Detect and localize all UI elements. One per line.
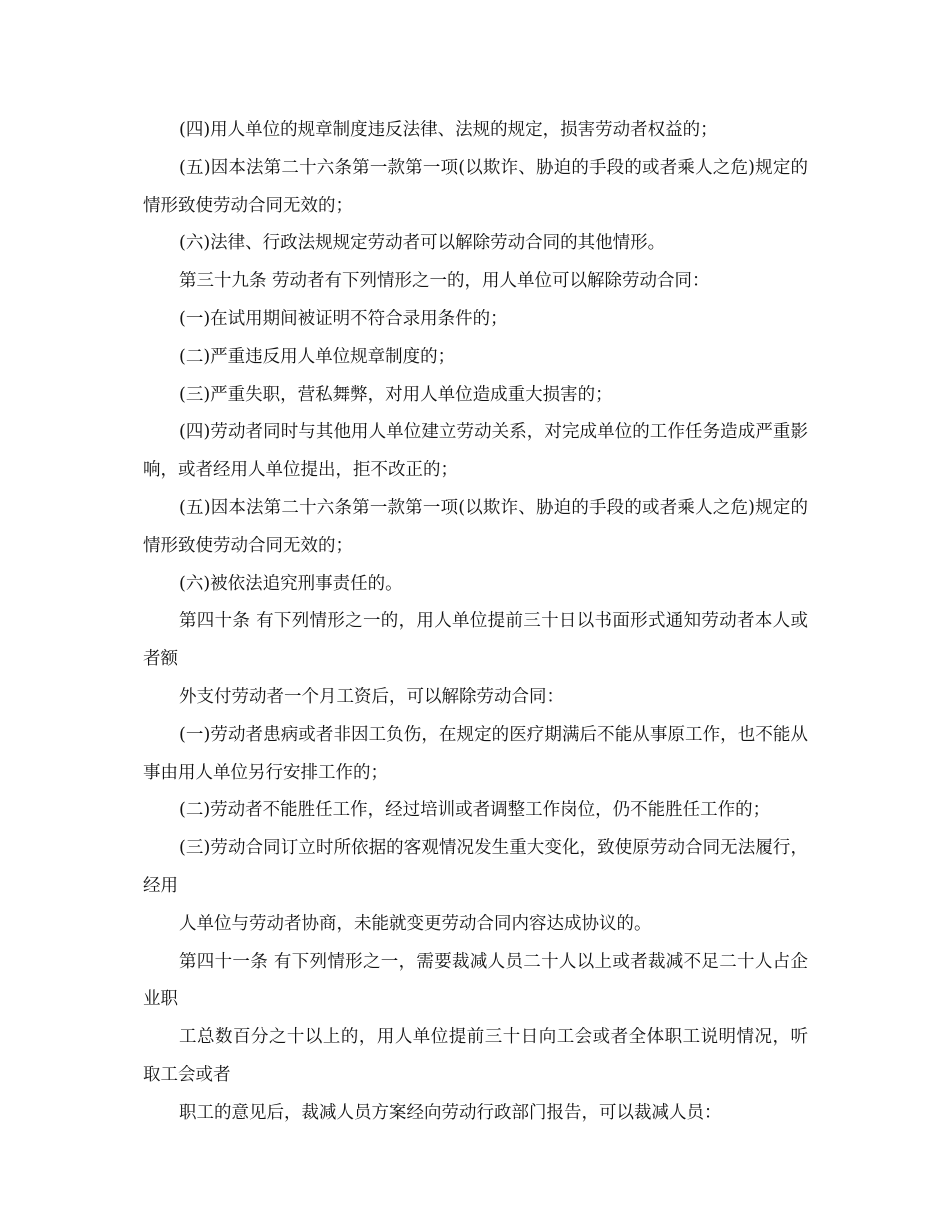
paragraph: 第四十条 有下列情形之一的，用人单位提前三十日以书面形式通知劳动者本人或者额 [143,611,808,670]
paragraph: (一)劳动者患病或者非因工负伤，在规定的医疗期满后不能从事原工作，也不能从事由用人单位另行安排工作的； [143,724,808,783]
paragraph: 职工的意见后，裁减人员方案经向劳动行政部门报告，可以裁减人员： [179,1102,722,1123]
paragraph: (三)劳动合同订立时所依据的客观情况发生重大变化，致使原劳动合同无法履行，经用 [143,838,808,896]
paragraph: (一)在试用期间被证明不符合录用条件的； [179,308,508,329]
paragraph: 工总数百分之十以上的，用人单位提前三十日向工会或者全体职工说明情况，听取工会或者 [143,1027,808,1085]
paragraph: (五)因本法第二十六条第一款第一项(以欺诈、胁迫的手段的或者乘人之危)规定的情形致使劳动合同无效的； [143,157,808,216]
paragraph: (六)法律、行政法规规定劳动者可以解除劳动合同的其他情形。 [179,233,666,254]
paragraph: 第四十一条 有下列情形之一，需要裁减人员二十人以上或者裁减不足二十人占企业职 [143,951,808,1010]
paragraph: (四)劳动者同时与其他用人单位建立劳动关系，对完成单位的工作任务造成严重影响，或者经用人单位提出，拒不改正的； [143,422,808,481]
paragraph: (三)严重失职，营私舞弊，对用人单位造成重大损害的； [179,384,613,405]
paragraph: (二)严重违反用人单位规章制度的； [179,346,456,367]
paragraph: 人单位与劳动者协商，未能就变更劳动合同内容达成协议的。 [179,913,652,934]
paragraph: (六)被依法追究刑事责任的。 [179,573,403,594]
document-body [143,112,808,1133]
paragraph: (五)因本法第二十六条第一款第一项(以欺诈、胁迫的手段的或者乘人之危)规定的情形致使劳动合同无效的； [143,497,808,556]
paragraph: 第三十九条 劳动者有下列情形之一的，用人单位可以解除劳动合同： [179,271,710,292]
paragraph: 外支付劳动者一个月工资后，可以解除劳动合同： [179,686,564,707]
paragraph: (二)劳动者不能胜任工作，经过培训或者调整工作岗位，仍不能胜任工作的； [179,800,771,821]
paragraph: (四)用人单位的规章制度违反法律、法规的规定，损害劳动者权益的； [179,120,718,140]
